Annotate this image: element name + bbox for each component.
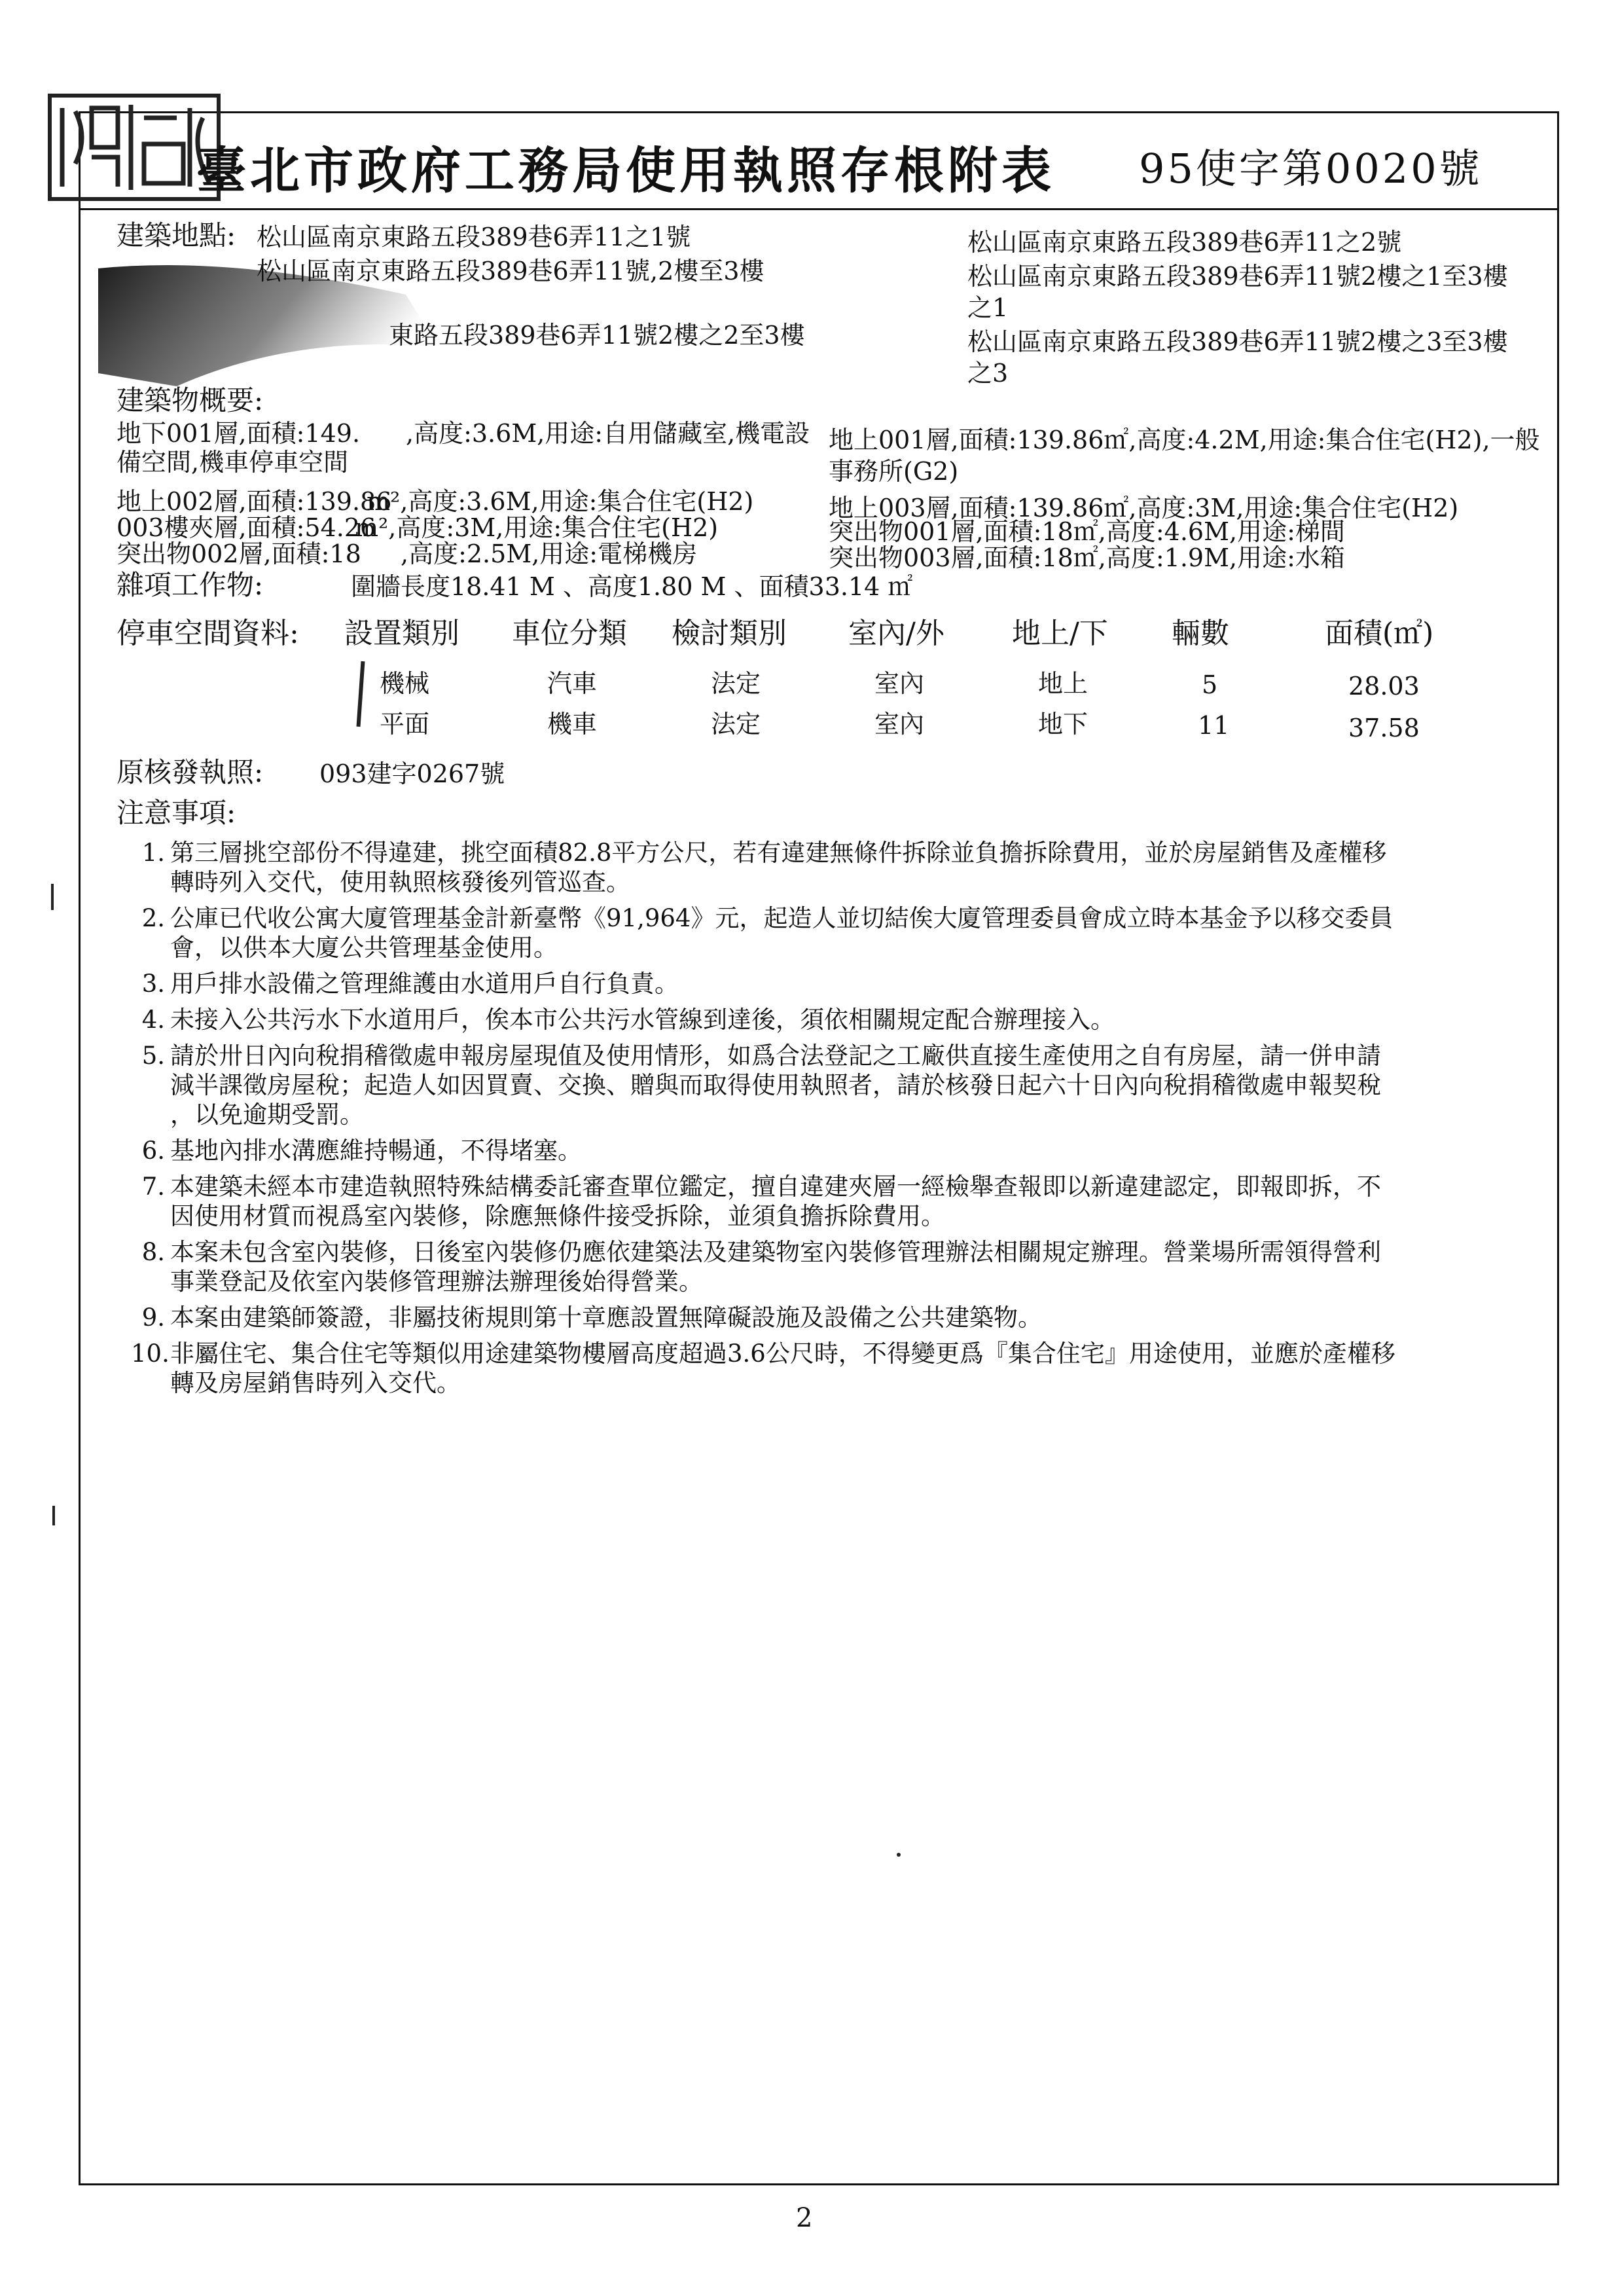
site-label: 建築地點: (117, 219, 236, 251)
notice-text-line: 用戶排水設備之管理維護由水道用戶自行負責。 (170, 970, 679, 998)
parking-row2-level: 地下 (1038, 710, 1088, 738)
parking-row1-category: 汽車 (547, 669, 598, 698)
notice-text-line: ，以免逾期受罰。 (170, 1101, 364, 1129)
notice-text-line: 轉及房屋銷售時列入交代。 (170, 1369, 461, 1397)
notice-item (131, 1041, 1545, 1129)
notice-number: 3. (141, 970, 165, 998)
notice-number: 10. (131, 1339, 170, 1368)
notice-text-line: 未接入公共污水下水道用戶，俟本市公共污水管線到達後，須依相關規定配合辦理接入。 (170, 1006, 1115, 1034)
building-roof1: 突出物001層,面積:18㎡,高度:4.6M,用途:梯間 (829, 517, 1345, 546)
misc-work-label: 雜項工作物: (117, 569, 264, 601)
parking-row1-type: 機械 (380, 669, 430, 698)
site-address-6: 松山區南京東路五段389巷6弄11號2樓之3至3樓 (967, 327, 1508, 356)
notice-text-line: 會，以供本大廈公共管理基金使用。 (170, 934, 558, 962)
notice-text-line: 本案由建築師簽證，非屬技術規則第十章應設置無障礙設施及設備之公共建築物。 (170, 1303, 1042, 1332)
notice-number: 1. (141, 839, 165, 867)
parking-header-count: 輛數 (1172, 617, 1229, 650)
site-address-4: 松山區南京東路五段389巷6弄11號2樓之1至3樓 (967, 262, 1508, 291)
notice-item (131, 969, 1545, 998)
permit-number: 95使字第0020號 (1139, 145, 1483, 192)
site-address-5: 東路五段389巷6弄11號2樓之2至3樓 (389, 321, 805, 350)
scan-mark (52, 1506, 55, 1525)
original-permit-value: 093建字0267號 (319, 759, 505, 788)
notice-item (131, 1005, 1545, 1034)
notice-number: 4. (141, 1006, 165, 1034)
notice-text-line: 非屬住宅、集合住宅等類似用途建築物樓層高度超過3.6公尺時，不得變更爲『集合住宅』用途使用，並應於產權移 (170, 1339, 1395, 1368)
building-b1-a: 地下001層,面積:149. (117, 419, 361, 448)
parking-header-category: 車位分類 (512, 617, 627, 650)
building-f1: 地上001層,面積:139.86㎡,高度:4.2M,用途:集合住宅(H2),一般 (829, 426, 1540, 454)
title-divider (79, 208, 1559, 210)
notice-number: 2. (141, 904, 165, 932)
scan-dot (897, 1853, 901, 1857)
building-f1-cont: 事務所(G2) (829, 457, 959, 486)
notice-item (131, 838, 1545, 897)
site-address-1: 松山區南京東路五段389巷6弄11之1號 (257, 223, 691, 251)
notice-text-line: 第三層挑空部份不得違建，挑空面積82.8平方公尺，若有違建無條件拆除並負擔拆除費用，並於房屋銷售及產權移 (170, 839, 1387, 867)
notice-number: 6. (141, 1137, 165, 1165)
building-f3: 地上003層,面積:139.86㎡,高度:3M,用途:集合住宅(H2) (829, 494, 1459, 522)
building-roof2-b: ,高度:2.5M,用途:電梯機房 (401, 539, 698, 568)
parking-row1-indoor: 室內 (874, 669, 925, 698)
parking-header-level: 地上/下 (1012, 617, 1108, 650)
scan-mark (51, 884, 54, 910)
parking-header-area: 面積(㎡) (1325, 617, 1434, 650)
parking-row1-review: 法定 (711, 669, 761, 698)
parking-header-review: 檢討類別 (672, 617, 787, 650)
site-address-3: 松山區南京東路五段389巷6弄11號,2樓至3樓 (257, 257, 764, 285)
parking-row2-type: 平面 (380, 710, 430, 738)
notice-text-line: 公庫已代收公寓大廈管理基金計新臺幣《91,964》元，起造人並切結俟大廈管理委員會成立時本基金予以移交委員 (170, 904, 1393, 932)
parking-row2-indoor: 室內 (874, 710, 925, 738)
parking-row2-count: 11 (1198, 711, 1230, 740)
parking-label: 停車空間資料: (117, 617, 299, 650)
misc-work-text: 圍牆長度18.41 M 、高度1.80 M 、面積33.14 ㎡ (351, 572, 913, 601)
site-address-2: 松山區南京東路五段389巷6弄11之2號 (967, 228, 1402, 257)
notice-number: 7. (141, 1173, 165, 1201)
notice-number: 8. (141, 1238, 165, 1266)
site-address-4-cont: 之1 (967, 293, 1009, 322)
building-b1-cont: 備空間,機車停車空間 (117, 448, 349, 477)
building-b1-b: ,高度:3.6M,用途:自用儲藏室,機電設 (406, 419, 810, 448)
notice-item (131, 903, 1545, 962)
page-number: 2 (796, 2203, 813, 2233)
document-title: 臺北市政府工務局使用執照存根附表 (196, 141, 1055, 200)
parking-header-indoor: 室內/外 (848, 617, 944, 650)
notice-text-line: 本案未包含室內裝修，日後室內裝修仍應依建築法及建築物室內裝修管理辦法相關規定辦理。營業場所需領得營利 (170, 1238, 1381, 1266)
parking-row2-area: 37.58 (1348, 714, 1420, 742)
building-roof2-a: 突出物002層,面積:18 (117, 539, 361, 568)
parking-row1-area: 28.03 (1348, 672, 1420, 701)
parking-row1-count: 5 (1202, 670, 1218, 699)
notice-number: 5. (141, 1042, 165, 1070)
notice-number: 9. (141, 1303, 165, 1332)
notice-text-line: 本建築未經本市建造執照特殊結構委託審查單位鑑定，擅自違建夾層一經檢舉查報即以新違建認定，即報即拆，不 (170, 1173, 1381, 1201)
notice-text-line: 基地內排水溝應維持暢通，不得堵塞。 (170, 1137, 582, 1165)
parking-header-type: 設置類別 (344, 617, 459, 650)
notice-text-line: 減半課徵房屋稅；起造人如因買賣、交換、贈與而取得使用執照者，請於核發日起六十日內向稅捐稽徵處申報契稅 (170, 1071, 1381, 1099)
notice-text-line: 事業登記及依室內裝修管理辦法辦理後始得營業。 (170, 1267, 703, 1296)
parking-row2-review: 法定 (711, 710, 761, 738)
notice-text-line: 請於卅日內向稅捐稽徵處申報房屋現值及使用情形，如爲合法登記之工廠供直接生產使用之自有房屋，請一併申請 (170, 1042, 1381, 1070)
building-mezz-b: m²,高度:3M,用途:集合住宅(H2) (355, 513, 719, 542)
notice-text-line: 轉時列入交代，使用執照核發後列管巡查。 (170, 868, 630, 896)
building-label: 建築物概要: (117, 384, 264, 416)
notices-label: 注意事項: (117, 797, 236, 829)
building-f2-a: 地上002層,面積:139.86 (117, 487, 392, 516)
notice-list (131, 838, 1545, 1404)
notice-text-line: 因使用材質而視爲室內裝修，除應無條件接受拆除，並須負擔拆除費用。 (170, 1202, 945, 1230)
notice-item (131, 1339, 1545, 1398)
notice-item (131, 1237, 1545, 1296)
parking-row1-level: 地上 (1038, 669, 1088, 698)
original-permit-label: 原核發執照: (117, 756, 264, 788)
building-roof3: 突出物003層,面積:18㎡,高度:1.9M,用途:水箱 (829, 543, 1345, 572)
notice-item (131, 1172, 1545, 1231)
building-mezz-a: 003樓夾層,面積:54.26 (117, 513, 376, 542)
parking-row2-category: 機車 (547, 710, 598, 738)
notice-item (131, 1136, 1545, 1165)
site-address-6-cont: 之3 (967, 359, 1009, 388)
notice-item (131, 1303, 1545, 1332)
building-f2-b: m²,高度:3.6M,用途:集合住宅(H2) (367, 487, 754, 516)
